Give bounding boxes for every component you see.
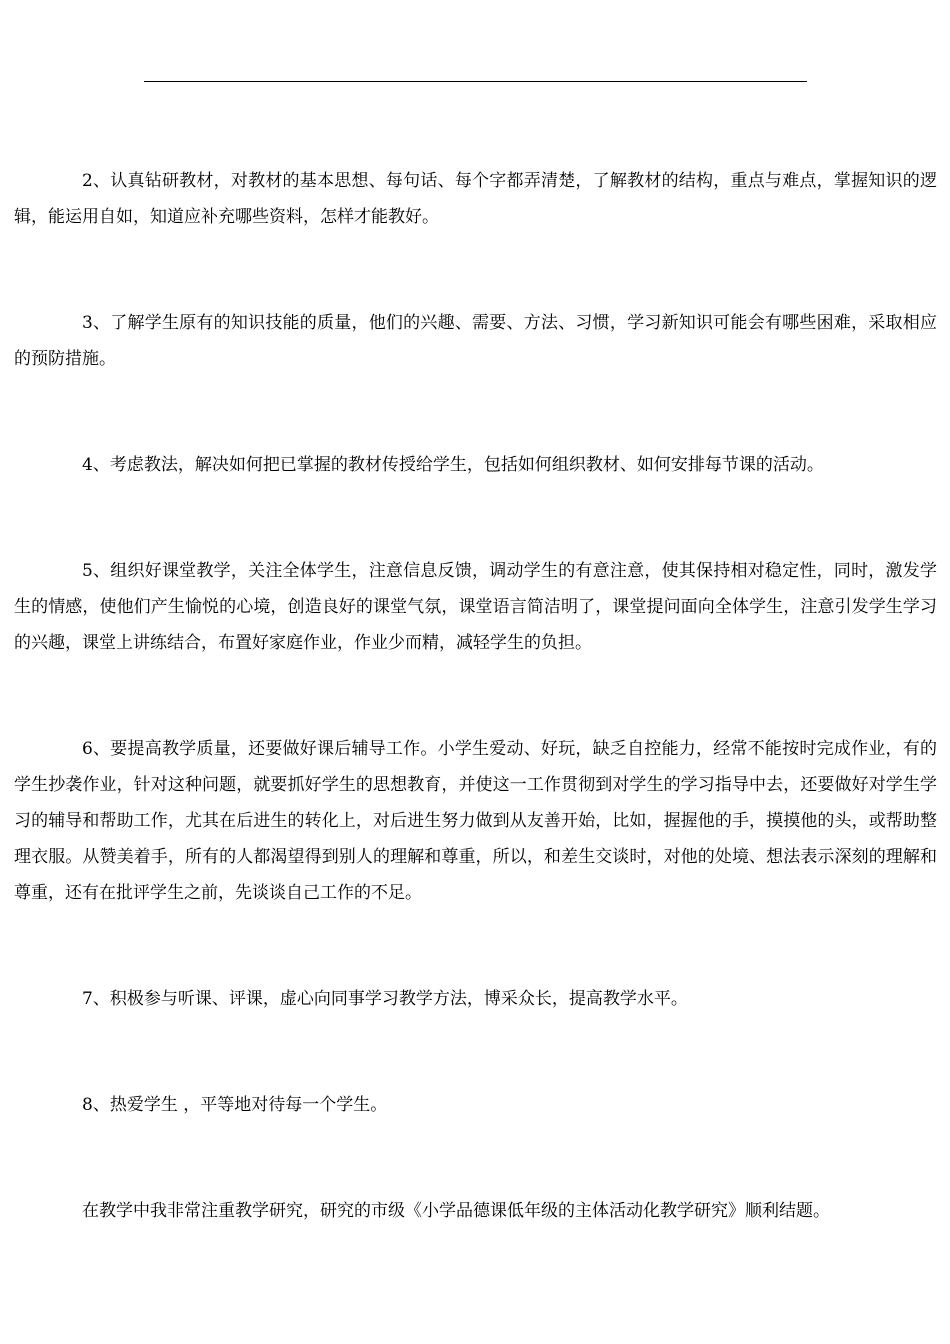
paragraph-item-7: 7、积极参与听课、评课，虚心向同事学习教学方法，博采众长，提高教学水平。: [82, 989, 688, 1009]
document-body: [14, 163, 937, 1229]
paragraph-item-3: 3、了解学生原有的知识技能的质量，他们的兴趣、需要、方法、习惯，学习新知识可能会有哪些困难，采取相应的预防措施。: [14, 313, 937, 369]
paragraph-item-2: 2、认真钻研教材，对教材的基本思想、每句话、每个字都弄清楚，了解教材的结构，重点与难点，掌握知识的逻辑，能运用自如，知道应补充哪些资料，怎样才能教好。: [14, 171, 937, 227]
paragraph-item-5: 5、组织好课堂教学，关注全体学生，注意信息反馈，调动学生的有意注意，使其保持相对稳定性，同时，激发学生的情感，使他们产生愉悦的心境，创造良好的课堂气氛，课堂语言简洁明了，课堂提问面向全体学生，注意引发学生学习的兴趣，课堂上讲练结合，布置好家庭作业，作业少而精，减轻学生的负担。: [14, 561, 937, 653]
header-rule: [144, 81, 807, 82]
paragraph-item-6: 6、要提高教学质量，还要做好课后辅导工作。小学生爱动、好玩，缺乏自控能力，经常不能按时完成作业，有的学生抄袭作业，针对这种问题，就要抓好学生的思想教育，并使这一工作贯彻到对学生的学习指导中去，还要做好对学生学习的辅导和帮助工作，尤其在后进生的转化上，对后进生努力做到从友善开始，比如，握握他的手，摸摸他的头，或帮助整理衣服。从赞美着手，所有的人都渴望得到别人的理解和尊重，所以，和差生交谈时，对他的处境、想法表示深刻的理解和尊重，还有在批评学生之前，先谈谈自己工作的不足。: [14, 739, 937, 903]
paragraph-item-8: 8、热爱学生 ，平等地对待每一个学生。: [82, 1095, 388, 1115]
paragraph-item-4: 4、考虑教法，解决如何把已掌握的教材传授给学生，包括如何组织教材、如何安排每节课的活动。: [82, 455, 824, 475]
paragraph-research: 在教学中我非常注重教学研究，研究的市级《小学品德课低年级的主体活动化教学研究》顺利结题。: [82, 1201, 830, 1221]
